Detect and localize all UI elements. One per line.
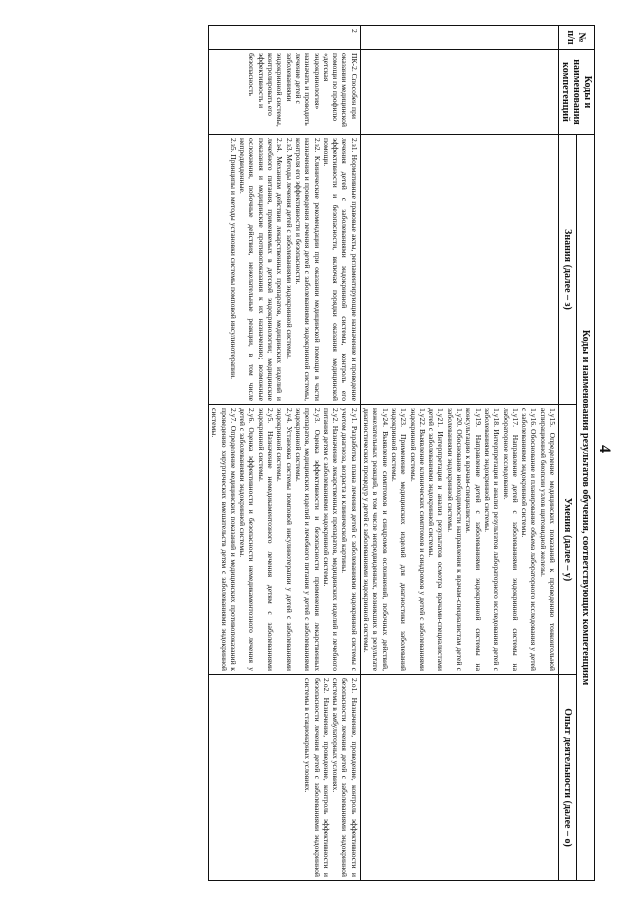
cell-empty	[360, 675, 558, 881]
header-experience: Опыт деятельности (далее – о)	[559, 675, 577, 881]
experience-item: 2.о2. Назначение, проведение, контроль эффективности и безопасности лечения детей с заболеваниями эндокринной системы в стационарных условиях.	[303, 678, 331, 877]
skill-item: 2.у4. Установка системы помповой инсулинотерапии у детей с заболеваниями эндокринной системы.	[275, 408, 294, 671]
skill-item: 1.у16. Обоснование и планирование объема лабораторного исследования у детей с заболеваниями эндокринной системы.	[520, 408, 539, 671]
cell-competency-code: ПК-2. Способен при оказании медицинской помощи по профилю «детская эндокринология» назначать и проводить лечение детей с заболеваниями эндокринной системы, контролировать его эффективность и безопасность	[209, 50, 361, 135]
cell-skills	[209, 405, 361, 675]
experience-item: 2.о1. Назначение, проведение, контроль эффективности и безопасности лечения детей с заболеваниями эндокринной системы в амбулаторных условиях.	[331, 678, 359, 877]
cell-empty	[360, 135, 558, 405]
knowledge-item: 2.з1. Нормативные правовые акты, регламентирующие назначение и проведение лечения детей с заболеваниями эндокринной системы, контроль его эффективности и безопасности, включая порядки оказания медицинской помощи.	[321, 138, 359, 401]
skill-item: 1.у21. Интерпретация и анализ результатов осмотра врачами-специалистами детей с заболеваниями эндокринной системы.	[427, 408, 446, 671]
skill-item: 1.у18. Интерпретация и анализ результатов лабораторного исследования детей с заболеваниями эндокринной системы.	[482, 408, 502, 671]
table-row-pk2	[209, 26, 361, 881]
page-number: 4	[596, 445, 613, 453]
table-header-row-2	[559, 26, 577, 881]
header-results: Коды и наименования результатов обучения, соответствующих компетенциям	[577, 135, 595, 881]
table-header-row-1	[577, 26, 595, 881]
cell-empty	[360, 26, 558, 50]
skill-item: 2.у1. Разработка плана лечения детей с заболеваниями эндокринной системы с учетом диагноза, возраста и клинической картины.	[340, 408, 359, 671]
skill-item: 2.у3. Оценка эффективности и безопасности применения лекарственных препаратов, медицинских изделий и лечебного питания у детей с заболеваниями эндокринной системы.	[293, 408, 322, 671]
skill-item: 2.у6. Оценка эффективности и безопасности немедикаментозного лечения у детей с заболеваниями эндокринной системы.	[238, 408, 257, 671]
skill-item: 1.у20. Обоснование необходимости направления к врачам-специалистам детей с заболеваниями эндокринной системы.	[445, 408, 465, 671]
knowledge-item: 2.з4. Механизм действия лекарственных препаратов, медицинских изделий и лечебного питания, применяемых в детской эндокринологии; медицинские показания и медицинские противопоказания к их назначению; возможные осложнения, побочные действия, нежелательные реакции, в том числе непредвиденные.	[238, 138, 285, 401]
skill-item: 1.у24. Выявление симптомов и синдромов осложнений, побочных действий, нежелательных реакций, в том числе непредвиденных, возникших в результате диагностических процедур у детей с заболеваниями эндокринной системы.	[362, 408, 390, 671]
skill-item: 1.у15. Определение медицинских показаний к проведению тонкоигольной аспирационной биопсии узлов щитовидной железы.	[538, 408, 557, 671]
knowledge-item: 2.з3. Методы лечения детей с заболеваниями эндокринной системы.	[284, 138, 294, 359]
skill-item: 1.у23. Применение медицинских изделий для диагностики заболеваний эндокринной системы.	[389, 408, 409, 671]
skill-item: 1.у19. Направление детей с заболеваниями эндокринной системы на консультацию к врачам-специалистам.	[464, 408, 483, 671]
cell-experience	[209, 675, 361, 881]
cell-num: 2	[209, 26, 361, 50]
skill-item: 1.у22. Выявление клинических симптомов и синдромов у детей с заболеваниями эндокринной системы.	[408, 408, 427, 671]
rotated-page	[50, 25, 595, 880]
skill-item: 2.у2. Назначение лекарственных препаратов, медицинских изделий и лечебного питания детям с заболеваниями эндокринной системы.	[321, 408, 341, 671]
header-codes: Коды и наименования компетенций	[559, 50, 595, 135]
skill-item: 1.у17. Направление детей с заболеваниями эндокринной системы на лабораторное исследование.	[501, 408, 520, 671]
table-row-continued	[360, 26, 558, 881]
skill-item: 2.у7. Определение медицинских показаний и медицинских противопоказаний к проведению хирургических вмешательств детям с заболеваниями эндокринной системы.	[210, 408, 238, 671]
header-num: № п/п	[559, 26, 595, 50]
skill-item: 2.у5. Назначение немедикаментозного лечения детям с заболеваниями эндокринной системы.	[256, 408, 276, 671]
cell-empty	[360, 50, 558, 135]
cell-skills-continued	[360, 405, 558, 675]
knowledge-item: 2.з2. Клинические рекомендации при оказании медицинской помощи в части назначения и проведения лечения детей с заболеваниями эндокринной системы, контроля его эффективности и безопасности.	[293, 138, 322, 401]
knowledge-item: 2.з5. Принципы и методы установки системы помповой инсулинотерапии.	[228, 138, 238, 380]
competency-table	[208, 25, 595, 881]
cell-knowledge	[209, 135, 361, 405]
header-knowledge: Знания (далее – з)	[559, 135, 577, 405]
header-skills: Умения (далее – у)	[559, 405, 577, 675]
